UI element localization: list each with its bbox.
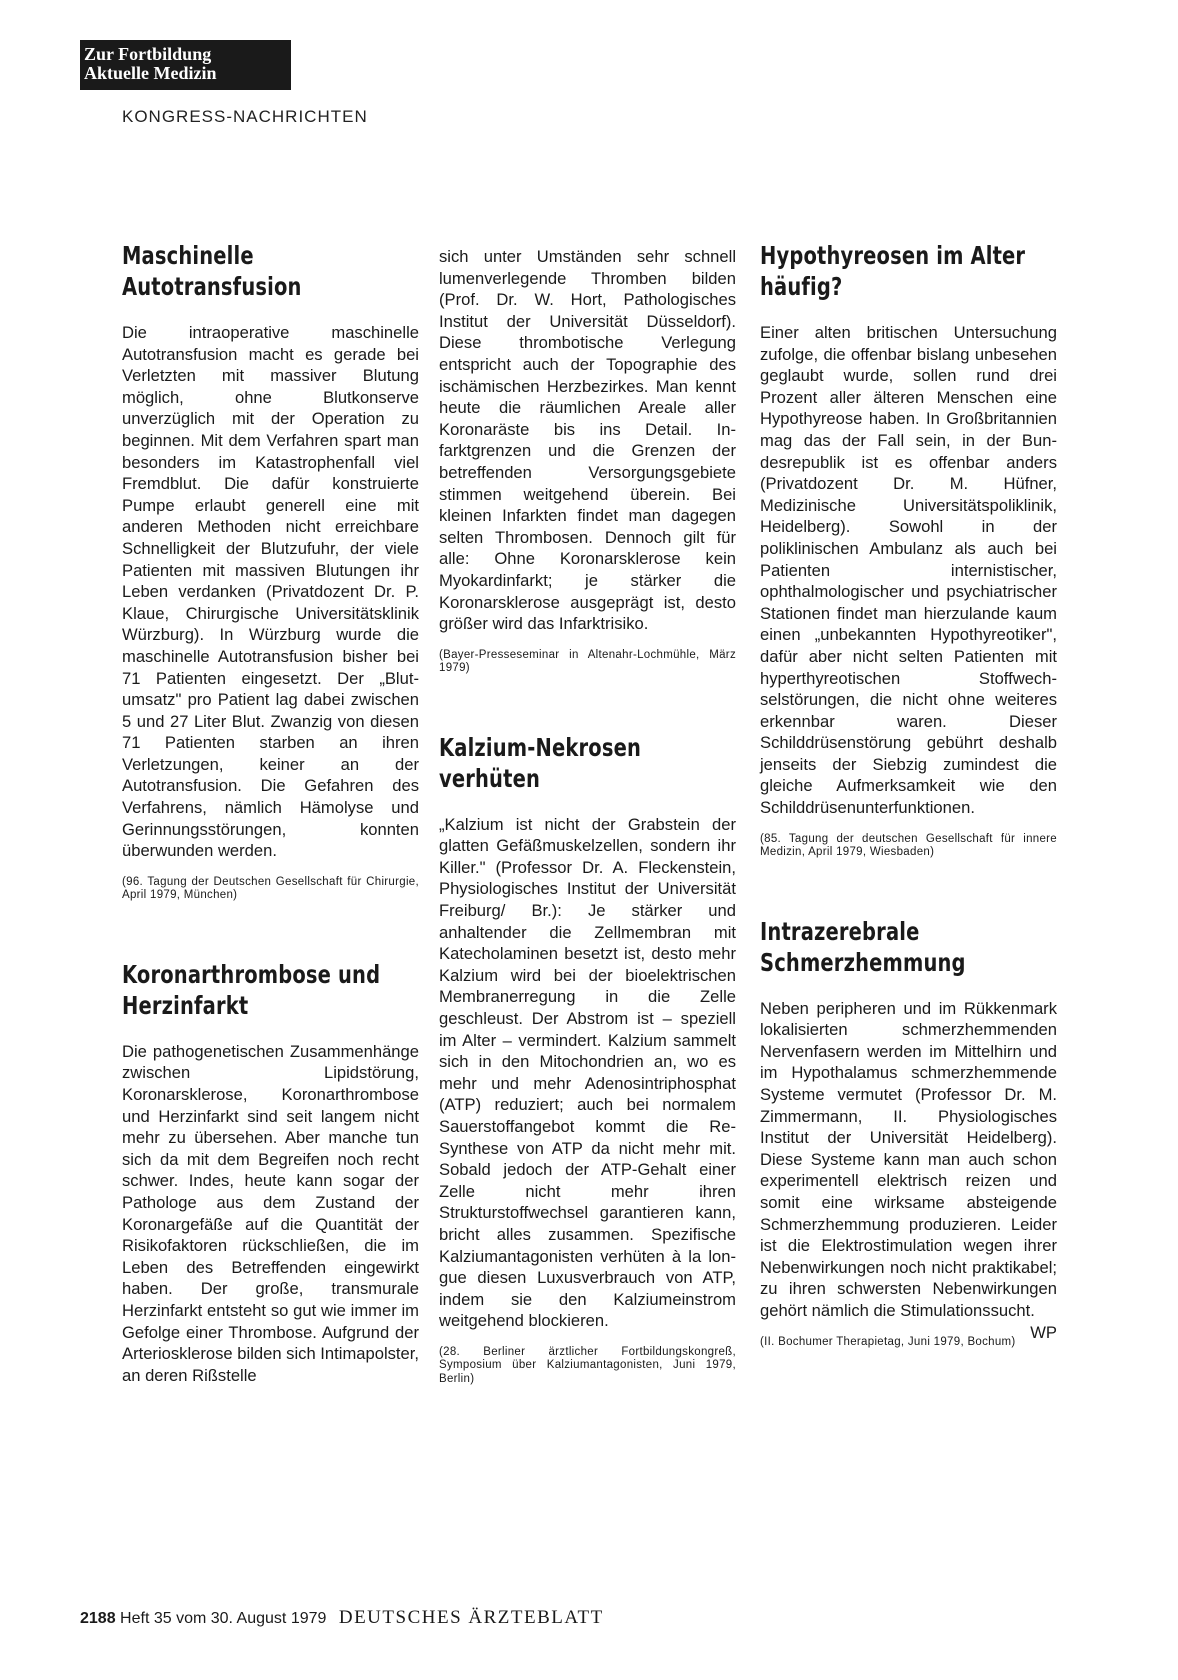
article-body: Einer alten britischen Untersuchung zufolge, die offenbar bislang unbesehen geglaubt wurde, sollen rund drei Prozent aller älteren Menschen eine Hypothyreose haben. In Großbritannien mag das der Fall sein, in der Bundesrepublik ist es offenbar anders (Privatdozent Dr. M. Hüfner, Medizinische Universitätspoliklinik, Heidelberg). Sowohl in der poliklinischen Ambulanz als auch bei Patienten internistischer, ophthalmologischer und psychiatrischer Stationen findet man hierzulande kaum einen „unbekannten Hypothyreotiker", dafür aber nicht selten Patienten mit hyperthyreotischen Stoffwechselstörungen, die nicht ohne weiteres erkennbar waren. Dieser Schilddrüsenstörung gebührt deshalb jenseits der Siebzig zumindest die gleiche Aufmerksamkeit wie den Schilddrüsenunterfunktionen. (760, 323, 1057, 818)
article-source: (II. Bochumer Therapietag, Juni 1979, Bochum) (760, 1335, 1016, 1348)
article-koronarthrombose-continued (439, 246, 736, 676)
article-hypothyreosen (760, 240, 1057, 860)
section-heading: KONGRESS-NACHRICHTEN (122, 107, 368, 126)
article-body: Die intraoperative maschinelle Autotransfusion macht es gerade bei Verletzten mit massiver Blutung möglich, ohne Blutkonserve unverzüglich mit der Operation zu beginnen. Mit dem Verfahren spart man besonders im Katastrophenfall viel Fremdblut. Die dafür konstruierte Pumpe erlaubt generell eine mit anderen Methoden nicht erreichbare Schnelligkeit der Blutzufuhr, der viele Patienten mit massiven Blutungen ihr Leben verdanken (Privatdozent Dr. P. Klaue, Chirurgische Universitätsklinik Würzburg). In Würzburg wurde die maschinelle Autotransfusion bisher bei 71 Patienten eingesetzt. Der „Blutumsatz" pro Patient lag dabei zwischen 5 und 27 Liter Blut. Zwanzig von diesen 71 Patienten starben an ihren Verletzungen, keiner an der Autotransfusion. Die Gefahren des Verfahrens, nämlich Hämolyse und Gerinnungsstörungen, konnten überwunden werden. (122, 323, 419, 861)
article-title: Kalzium-Nekrosen verhüten (439, 732, 642, 793)
article-source: (Bayer-Presseseminar in Altenahr-Lochmühle, März 1979) (439, 648, 736, 675)
column-1 (122, 240, 419, 1386)
article-body-part-2: sich unter Umständen sehr schnell lumenverlegende Thromben bilden (Prof. Dr. W. Hort, Pathologisches Institut der Universität Düsseldorf). Diese thrombotische Verlegung entspricht auch der Topographie des ischämischen Herzbezirkes. Man kennt heute die räumlichen Areale aller Koronaräste bis ins Detail. Infarktgrenzen und die Grenzen der betreffenden Versorgungsgebiete stimmen weitgehend überein. Bei kleinen Infarkten findet man dagegen selten Thrombosen. Dennoch gilt für alle: Ohne Koronarsklerose kein Myokardinfarkt; je stärker die Koronarsklerose ausgeprägt ist, desto größer wird das Infarktrisiko. (439, 247, 736, 634)
article-source: (85. Tagung der deutschen Gesellschaft für innere Medizin, April 1979, Wiesbaden) (760, 832, 1057, 859)
article-koronarthrombose (122, 959, 419, 1387)
column-2 (439, 246, 736, 1386)
article-body: „Kalzium ist nicht der Grabstein der glatten Gefäßmuskelzellen, sondern ihr Killer." (Professor Dr. A. Fleckenstein, Physiologisches Institut der Universität Freiburg/ Br.): Je stärker und anhaltender die Zellmembran mit Katecholaminen besetzt ist, desto mehr Kalzium wird bei der bioelektrischen Membranerregung in die Zelle geschleust. Der Abstrom ist – speziell im Alter – vermindert. Kalzium sammelt sich in den Mitochondrien an, wo es mehr und mehr Adenosintriphosphat (ATP) reduziert; auch bei normalem Sauerstoffangebot kommt die Re-Synthese von ATP da nicht mehr mit. Sobald jedoch der ATP-Gehalt einer Zelle nicht mehr ihren Strukturstoffwechsel garantieren kann, bricht alles zusammen. Spezifische Kalziumantagonisten verhüten à la longue diesen Luxusverbrauch von ATP, indem sie den Kalziumeinstrom weitgehend blockieren. (439, 814, 736, 1331)
article-source: (96. Tagung der Deutschen Gesellschaft für Chirurgie, April 1979, München) (122, 875, 419, 902)
page-footer (80, 1607, 604, 1629)
article-title: Intrazerebrale Schmerzhemmung (760, 916, 966, 977)
article-body: Neben peripheren und im Rükkenmark lokalisierten schmerzhemmenden Nervenfasern werden im Mittelhirn und im Hypothalamus schmerzhemmende Systeme vermutet (Professor Dr. M. Zimmermann, II. Physiologisches Institut der Universität Heidelberg). Diese Systeme kann man auch schon experimentell elektrisch reizen und somit eine wirksame absteigende Schmerzhemmung produzieren. Leider ist die Elektrostimulation wegen ihrer Nebenwirkungen noch nicht praktikabel; zu ihren schwersten Nebenwirkungen gehört nämlich die Stimulationssucht. (760, 998, 1057, 1320)
article-autotransfusion (122, 240, 419, 903)
article-schmerzhemmung (760, 916, 1057, 1349)
article-title: Maschinelle Autotransfusion (122, 241, 302, 301)
author-signature: WP (1030, 1322, 1057, 1342)
issue-info: Heft 35 vom 30. August 1979 (120, 1610, 327, 1627)
page-number: 2188 (80, 1610, 116, 1627)
badge-line-2: Aktuelle Medizin (84, 63, 217, 83)
article-title: Hypothyreosen im Alter häufig? (760, 241, 1026, 301)
journal-name: DEUTSCHES ÄRZTEBLATT (338, 1607, 604, 1628)
article-kalzium (439, 732, 736, 1387)
column-3 (760, 240, 1057, 1349)
article-body-part-1: Die pathogenetischen Zusammenhänge zwischen Lipidstörung, Koronarsklerose, Koronarthrombose und Herzinfarkt sind seit langem nicht mehr zu übersehen. Aber manche tun sich da mit dem Begreifen noch recht schwer. Indes, heute kann sogar der Pathologe aus dem Zustand der Koronargefäße auf die Quantität der Risikofaktoren rückschließen, die im Leben des Betreffenden eingewirkt haben. Der große, transmurale Herzinfarkt entsteht so gut wie immer im Gefolge einer Thrombose. Aufgrund der Arteriosklerose bilden sich Intimapolster, an deren Rißstelle (122, 1041, 419, 1385)
article-source: (28. Berliner ärztlicher Fortbildungskongreß, Symposium über Kalziumantagonisten, Juni 1979, Berlin) (439, 1345, 736, 1385)
section-badge (80, 40, 291, 90)
badge-line-1: Zur Fortbildung (84, 44, 212, 64)
article-title: Koronarthrombose und Herzinfarkt (122, 959, 381, 1020)
